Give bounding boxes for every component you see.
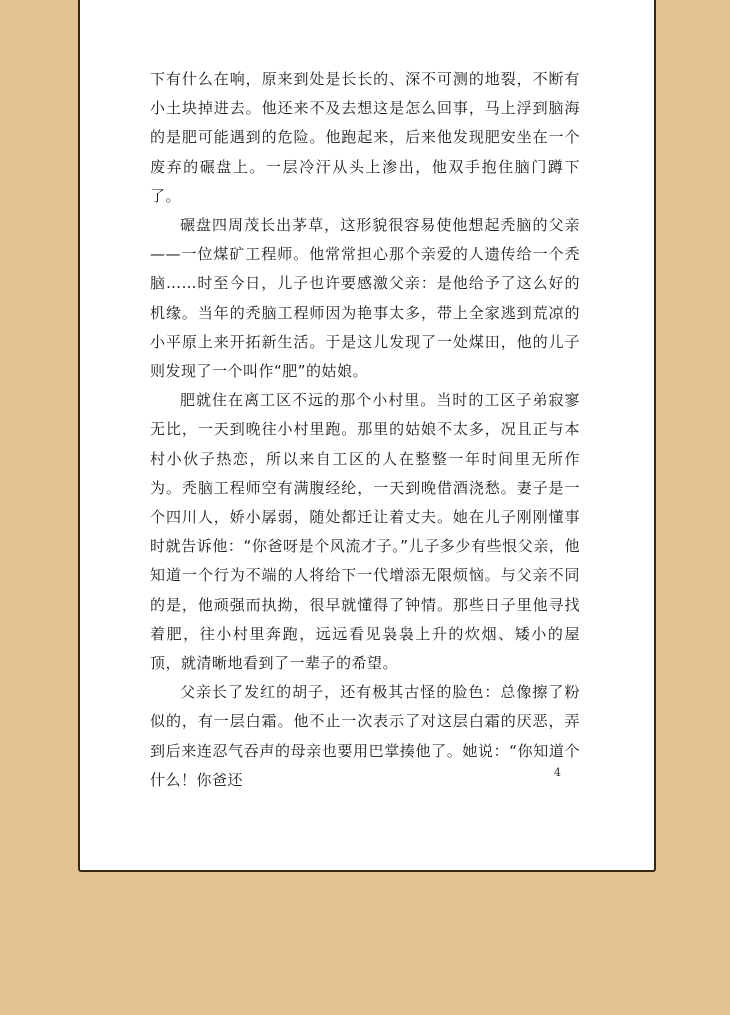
page-body xyxy=(150,65,580,795)
paragraph-1: 下有什么在响，原来到处是长长的、深不可测的地裂，不断有小土块掉进去。他还来不及去想这是怎么回事，马上浮到脑海的是肥可能遇到的危险。他跑起来，后来他发现肥安坐在一个废弃的碾盘上。一层冷汗从头上渗出，他双手抱住脑门蹲下了。 xyxy=(150,70,580,205)
book-page xyxy=(78,0,656,872)
page-number: 4 xyxy=(554,766,561,779)
paragraph-2: 碾盘四周茂长出茅草，这形貌很容易使他想起秃脑的父亲——一位煤矿工程师。他常常担心那个亲爱的人遗传给一个秃脑……时至今日，儿子也许要感激父亲：是他给予了这么好的机缘。当年的秃脑工程师因为艳事太多，带上全家逃到荒凉的小平原上来开拓新生活。于是这儿发现了一处煤田，他的儿子则发现了一个叫作“肥”的姑娘。 xyxy=(150,216,580,381)
paragraph-3: 肥就住在离工区不远的那个小村里。当时的工区子弟寂寥无比，一天到晚往小村里跑。那里的姑娘不太多，况且正与本村小伙子热恋，所以来自工区的人在整整一年时间里无所作为。秃脑工程师空有满腹经纶，一天到晚借酒浇愁。妻子是一个四川人，娇小孱弱，随处都迁让着丈夫。她在儿子刚刚懂事时就告诉他：“你爸呀是个风流才子。”儿子多少有些恨父亲，他知道一个行为不端的人将给下一代增添无限烦恼。与父亲不同的是，他顽强而执拗，很早就懂得了钟情。那些日子里他寻找着肥，往小村里奔跑，远远看见袅袅上升的炊烟、矮小的屋顶，就清晰地看到了一辈子的希望。 xyxy=(150,391,580,673)
paragraph-4: 父亲长了发红的胡子，还有极其古怪的脸色：总像擦了粉似的，有一层白霜。他不止一次表示了对这层白霜的厌恶，弄到后来连忍气吞声的母亲也要用巴掌揍他了。她说：“你知道个什么！你爸还 xyxy=(150,683,580,789)
